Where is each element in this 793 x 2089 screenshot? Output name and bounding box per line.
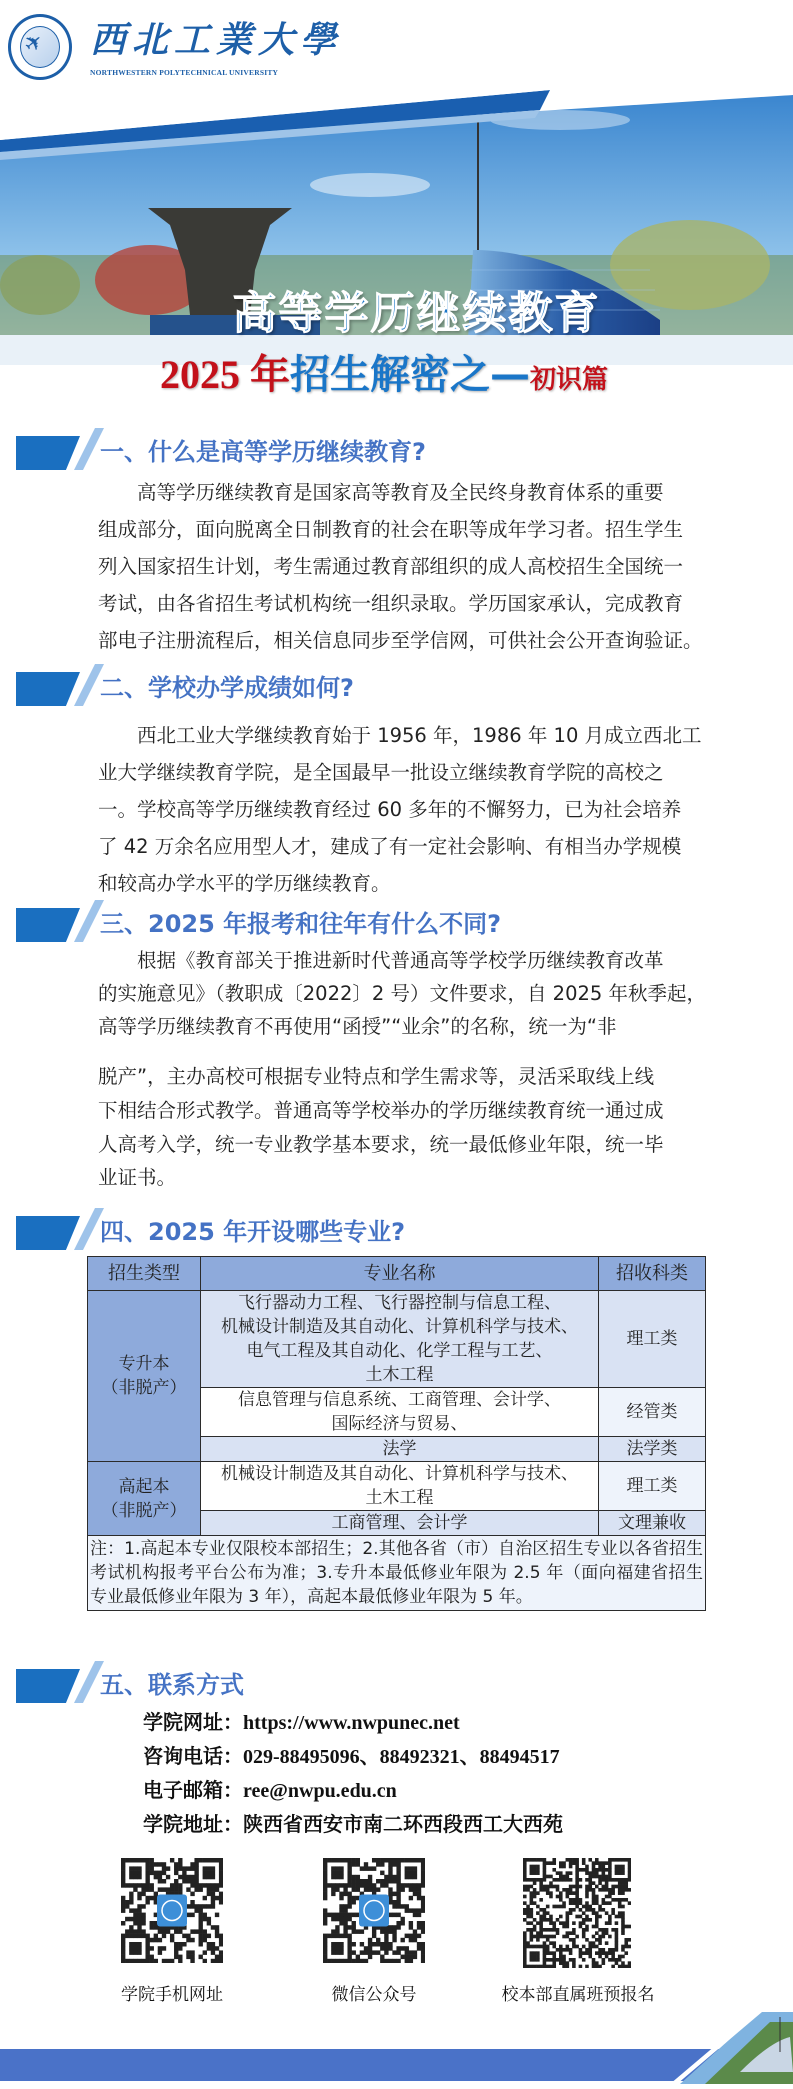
section-heading-5: 五、联系方式 [16, 1669, 716, 1703]
footer-building-image [620, 2012, 793, 2084]
section-heading-2: 二、学校办学成绩如何? [16, 672, 716, 706]
hero-subtitle [160, 350, 608, 405]
section-2-paragraph: 西北工业大学继续教育始于 1956 年，1986 年 10 月成立西北工 业大学继续教育学院，是全国最早一批设立继续教育学院的高校之 一。学校高等学历继续教育经过 60 多年的不懈努力，已为社会培养 了 42 万余名应用型人才，建成了有一定社会影响、有相当办学规模 和较高办学水平的学历继续教育。 [98, 724, 702, 895]
majors-table [87, 1256, 706, 1611]
qr-caption-mobile-site: 学院手机网址 [121, 1985, 223, 2005]
category-cell: 理工类 [599, 1291, 706, 1388]
university-seal-logo [8, 14, 72, 80]
airplane-icon: ✈ [19, 27, 50, 60]
category-cell: 文理兼收 [599, 1511, 706, 1536]
majors-cell: 飞行器动力工程、飞行器控制与信息工程、 机械设计制造及其自动化、计算机科学与技术、 电气工程及其自动化、化学工程与工艺、 土木工程 [201, 1291, 599, 1388]
table-row [88, 1462, 706, 1511]
enroll-type-cell: 高起本 （非脱产） [88, 1462, 201, 1536]
table-note-row [88, 1536, 706, 1611]
category-cell: 理工类 [599, 1462, 706, 1511]
table-row [88, 1291, 706, 1388]
contact-email: 电子邮箱：ree@nwpu.edu.cn [143, 1780, 397, 1802]
section-1-paragraph: 高等学历继续教育是国家高等教育及全民终身教育体系的重要 组成部分，面向脱离全日制教育的社会在职等成年学习者。招生学生 列入国家招生计划，考生需通过教育部组织的成人高校招生全国统一 考试，由各省招生考试机构统一组织录取。学历国家承认，完成教育 部电子注册流程后，相关信息同步至学信网，可供社会公开查询验证。 [98, 481, 703, 652]
hero-subtitle-end: 初识篇 [530, 365, 609, 395]
category-cell: 法学类 [599, 1437, 706, 1462]
university-name-cn: 西北工業大學 [90, 19, 343, 61]
section-heading-1: 一、什么是高等学历继续教育? [16, 436, 716, 470]
hero-year: 2025 [160, 352, 240, 397]
majors-cell: 机械设计制造及其自动化、计算机科学与技术、 土木工程 [201, 1462, 599, 1511]
category-cell: 经管类 [599, 1388, 706, 1437]
table-note: 注：1.高起本专业仅限校本部招生；2.其他各省（市）自治区招生专业以各省招生考试机构报考平台公布为准；3.专升本最低修业年限为 2.5 年（面向福建省招生专业最低修业年限为 3 年），高起本最低修业年限为 5 年。 [88, 1536, 706, 1611]
contact-website: 学院网址：https://www.nwpunec.net [143, 1712, 460, 1734]
qr-code-wechat[interactable] [323, 1858, 425, 1963]
email-link[interactable]: ree@nwpu.edu.cn [243, 1780, 397, 1802]
section-heading-4: 四、2025 年开设哪些专业? [16, 1216, 716, 1250]
website-link[interactable]: https://www.nwpunec.net [243, 1712, 460, 1734]
enroll-type-cell: 专升本 （非脱产） [88, 1291, 201, 1462]
majors-cell: 工商管理、会计学 [201, 1511, 599, 1536]
section-3-paragraph: 根据《教育部关于推进新时代普通高等学校学历继续教育改革 的实施意见》（教职成〔2022〕2 号）文件要求，自 2025 年秋季起， 高等学历继续教育不再使用“函授”“业余”的名称，统一为“非 脱产”，主办高校可根据专业特点和学生需求等，灵活采取线上线 下相结合形式教学。普通高等学校举办的学历继续教育统一通过成 人高考入学，统一专业教学基本要求，统一最低修业年限，统一毕 业证书。 [98, 949, 707, 1189]
qr-caption-wechat: 微信公众号 [331, 1985, 417, 2005]
hero-title: 高等学历继续教育 [232, 288, 601, 339]
contact-phone: 咨询电话：029-88495096、88492321、88494517 [143, 1746, 560, 1768]
qr-code-mobile-site[interactable] [121, 1858, 223, 1963]
qr-code-preregistration[interactable] [523, 1858, 631, 1968]
contact-address: 学院地址：陕西省西安市南二环西段西工大西苑 [143, 1814, 563, 1836]
majors-cell: 信息管理与信息系统、工商管理、会计学、 国际经济与贸易、 [201, 1388, 599, 1437]
table-header-row: 招生类型 专业名称 招收科类 [88, 1257, 706, 1291]
qr-caption-preregistration: 校本部直属班预报名 [501, 1985, 655, 2005]
hero-year-suffix: 年 [240, 352, 290, 397]
majors-cell: 法学 [201, 1437, 599, 1462]
section-heading-3: 三、2025 年报考和往年有什么不同? [16, 908, 716, 942]
hero-subtitle-main: 招生解密之— [290, 352, 530, 398]
university-name-en: NORTHWESTERN POLYTECHNICAL UNIVERSITY [90, 68, 279, 77]
